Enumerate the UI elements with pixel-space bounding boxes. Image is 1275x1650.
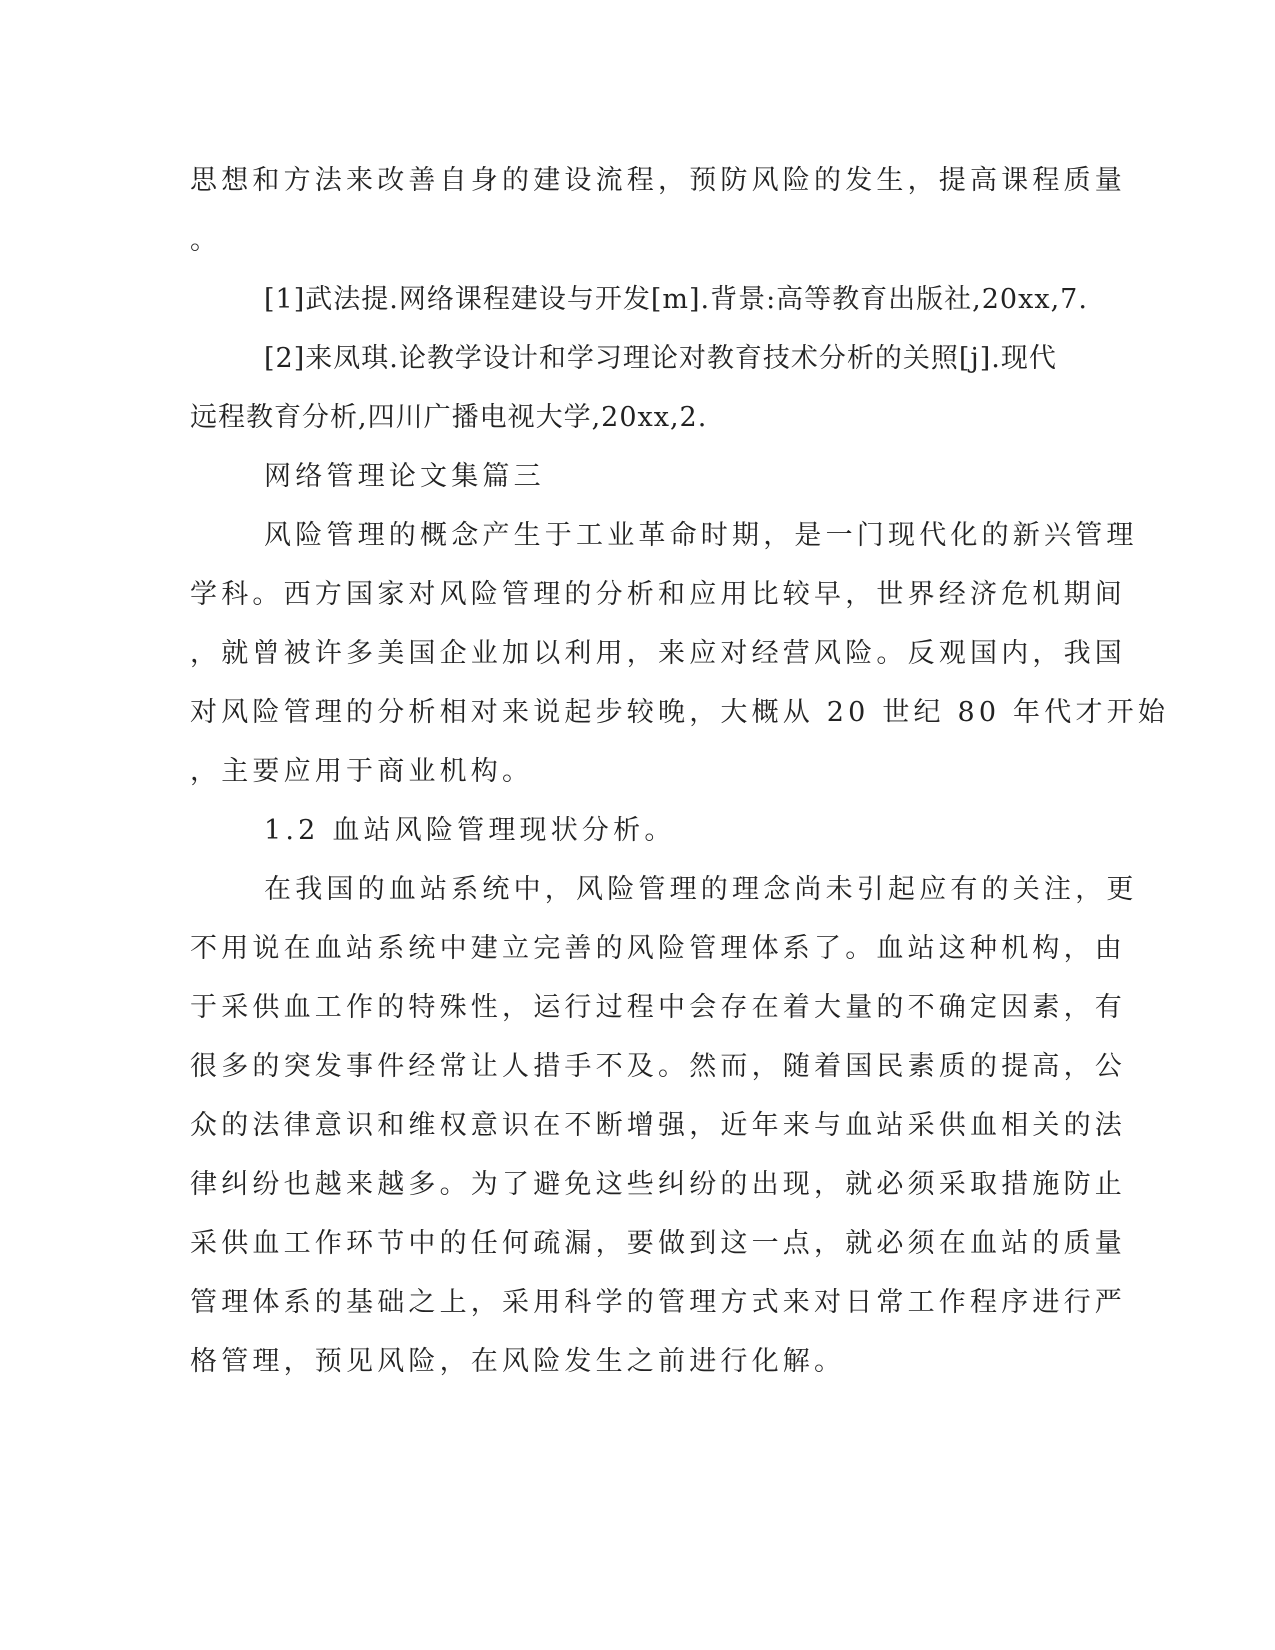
reference-1: [1]武法提.网络课程建设与开发[m].背景:高等教育出版社,20xx,7. [264,284,1088,315]
paragraph-line: 不用说在血站系统中建立完善的风险管理体系了。血站这种机构，由 [190,933,1126,964]
paragraph-line: ，主要应用于商业机构。 [190,756,534,787]
section-heading: 1.2 血站风险管理现状分析。 [264,815,676,846]
paragraph-line: 风险管理的概念产生于工业革命时期，是一门现代化的新兴管理 [264,520,1138,551]
paragraph-line: 格管理，预见风险，在风险发生之前进行化解。 [190,1346,846,1377]
paragraph-line: 律纠纷也越来越多。为了避免这些纠纷的出现，就必须采取措施防止 [190,1169,1126,1200]
reference-2: [2]来凤琪.论教学设计和学习理论对教育技术分析的关照[j].现代 [264,343,1057,374]
reference-2-cont: 远程教育分析,四川广播电视大学,20xx,2. [190,402,708,433]
paragraph-line: ，就曾被许多美国企业加以利用，来应对经营风险。反观国内，我国 [190,638,1126,669]
paragraph-line: 。 [190,225,222,256]
paragraph-line: 于采供血工作的特殊性，运行过程中会存在着大量的不确定因素，有 [190,992,1126,1023]
paragraph-line: 对风险管理的分析相对来说起步较晚，大概从 20 世纪 80 年代才开始 [190,697,1170,728]
paragraph-line: 采供血工作环节中的任何疏漏，要做到这一点，就必须在血站的质量 [190,1228,1126,1259]
paragraph-line: 众的法律意识和维权意识在不断增强，近年来与血站采供血相关的法 [190,1110,1126,1141]
paragraph-line: 在我国的血站系统中，风险管理的理念尚未引起应有的关注，更 [264,874,1138,905]
paragraph-line: 很多的突发事件经常让人措手不及。然而，随着国民素质的提高，公 [190,1051,1126,1082]
paragraph-line: 学科。西方国家对风险管理的分析和应用比较早，世界经济危机期间 [190,579,1126,610]
chapter-heading: 网络管理论文集篇三 [264,461,545,492]
paragraph-line: 思想和方法来改善自身的建设流程，预防风险的发生，提高课程质量 [190,165,1126,196]
paragraph-line: 管理体系的基础之上，采用科学的管理方式来对日常工作程序进行严 [190,1287,1126,1318]
